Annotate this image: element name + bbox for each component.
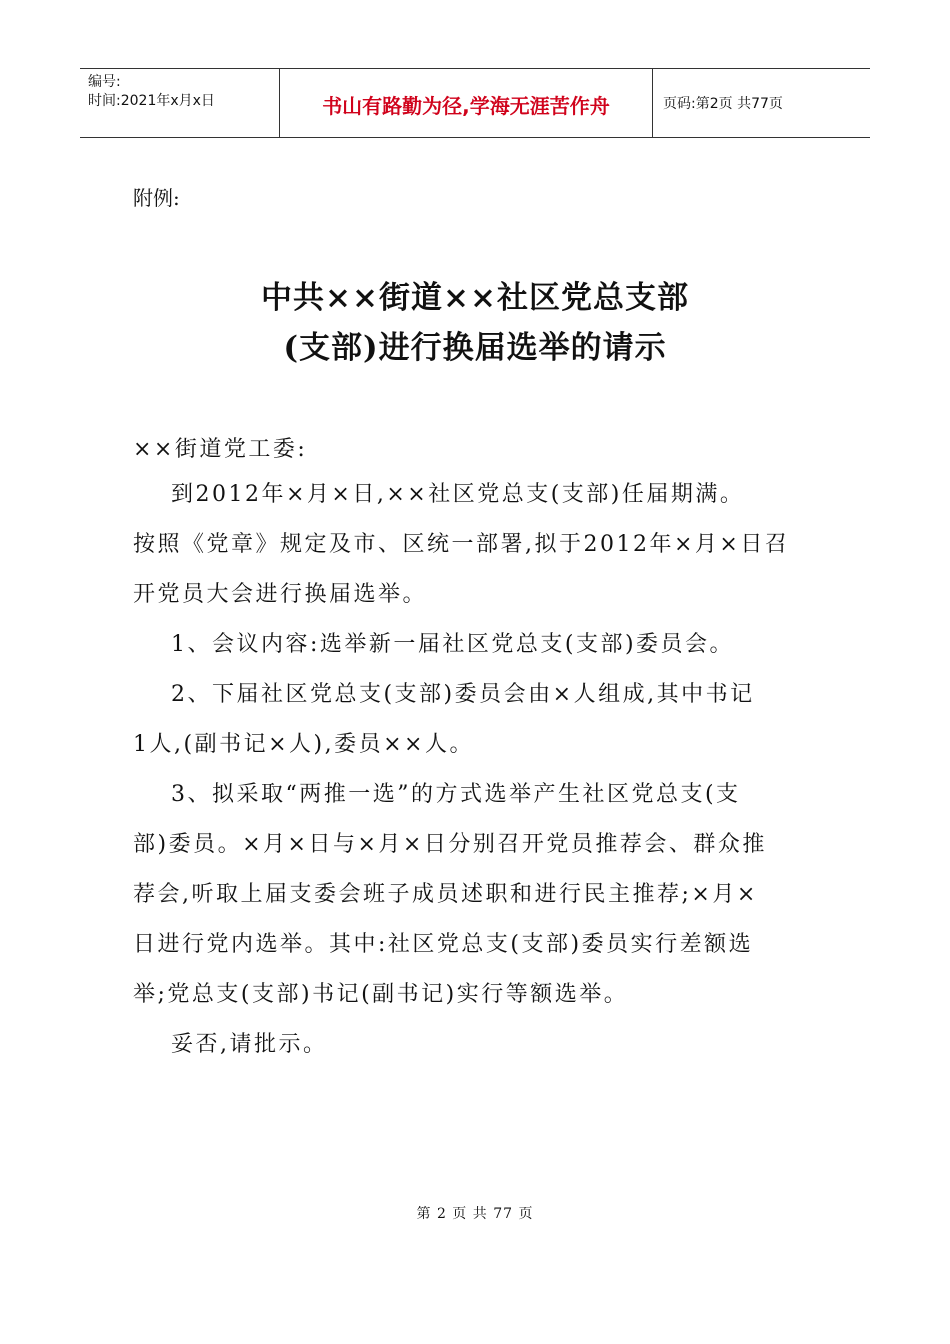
body-line: 2、下届社区党总支(支部)委员会由×人组成,其中书记 bbox=[133, 682, 755, 707]
body-line: 按照《党章》规定及市、区统一部署,拟于2012年×月×日召 bbox=[133, 532, 790, 557]
header-motto: 书山有路勤为径,学海无涯苦作舟 bbox=[280, 69, 653, 137]
number-label: 编号: bbox=[88, 74, 121, 90]
time-label: 时间:2021年x月x日 bbox=[88, 93, 215, 109]
body-line: 部)委员。×月×日与×月×日分别召开党员推荐会、群众推 bbox=[133, 832, 767, 857]
body-line: 日进行党内选举。其中:社区党总支(支部)委员实行差额选 bbox=[133, 932, 754, 957]
document-title-line-1: 中共××街道××社区党总支部 bbox=[261, 280, 689, 316]
document-header bbox=[80, 68, 870, 138]
body-line: 1、会议内容:选举新一届社区党总支(支部)委员会。 bbox=[133, 632, 735, 657]
body-line: 3、拟采取“两推一选”的方式选举产生社区党总支(支 bbox=[133, 782, 741, 807]
body-line: 到2012年×月×日,××社区党总支(支部)任届期满。 bbox=[133, 482, 745, 507]
page-footer: 第 2 页 共 77 页 bbox=[416, 1206, 534, 1222]
body-line: 开党员大会进行换届选举。 bbox=[133, 582, 428, 607]
body-line: 举;党总支(支部)书记(副书记)实行等额选举。 bbox=[133, 982, 629, 1007]
body-line: 妥否,请批示。 bbox=[133, 1032, 328, 1057]
header-meta-cell bbox=[80, 69, 280, 137]
header-page-info: 页码:第2页 共77页 bbox=[663, 96, 783, 112]
body-line: 荐会,听取上届支委会班子成员述职和进行民主推荐;×月× bbox=[133, 882, 758, 907]
annex-label: 附例: bbox=[133, 186, 180, 210]
salutation: ××街道党工委: bbox=[133, 437, 308, 462]
document-body bbox=[133, 470, 823, 1070]
body-line: 1人,(副书记×人),委员××人。 bbox=[133, 732, 474, 757]
document-title-line-2: (支部)进行换届选举的请示 bbox=[283, 330, 667, 366]
